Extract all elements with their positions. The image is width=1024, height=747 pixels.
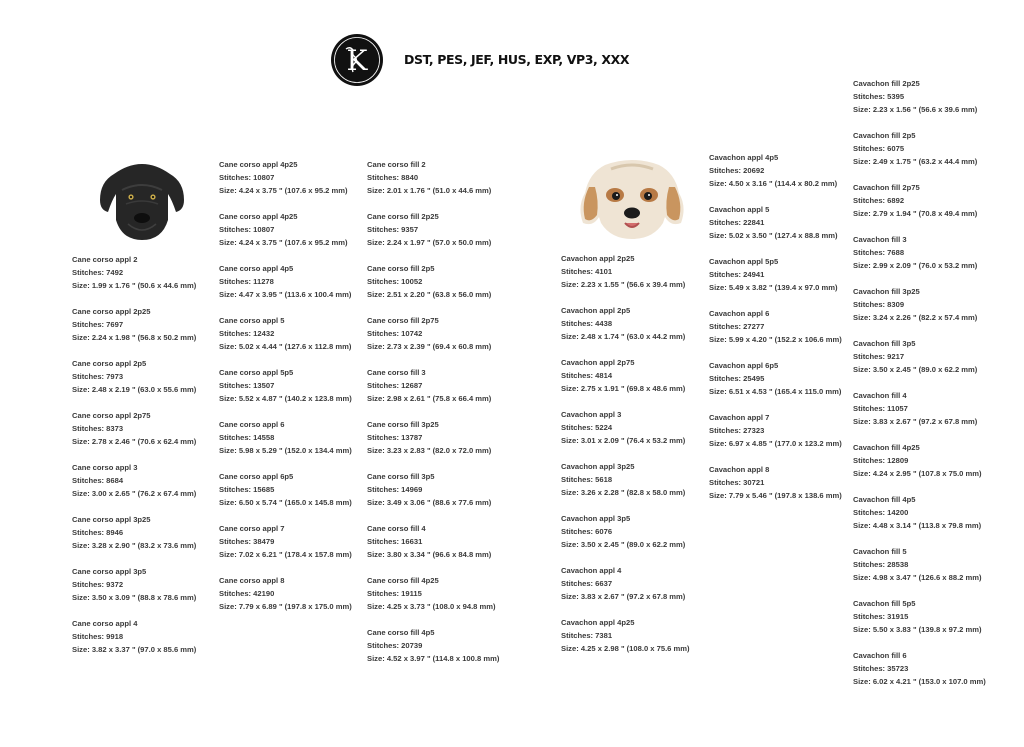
design-name: Cavachon fill 5 [853, 547, 907, 556]
design-entry [219, 158, 352, 210]
design-size: Size: 4.48 x 3.14 " (113.8 x 79.8 mm) [853, 521, 982, 530]
design-entry [561, 356, 690, 408]
design-size: Size: 5.02 x 3.50 " (127.4 x 88.8 mm) [709, 231, 838, 240]
design-entry [853, 337, 986, 389]
design-size: Size: 3.00 x 2.65 " (76.2 x 67.4 mm) [72, 489, 197, 498]
design-stitches: Stitches: 10742 [367, 329, 423, 338]
design-size: Size: 5.49 x 3.82 " (139.4 x 97.0 mm) [709, 283, 838, 292]
design-stitches: Stitches: 25495 [709, 374, 765, 383]
design-stitches: Stitches: 5395 [853, 92, 905, 101]
design-stitches: Stitches: 20739 [367, 641, 423, 650]
design-name: Cane corso appl 3 [72, 463, 138, 472]
design-size: Size: 3.26 x 2.28 " (82.8 x 58.0 mm) [561, 488, 686, 497]
design-entry [561, 512, 690, 564]
design-name: Cavachon fill 3p25 [853, 287, 920, 296]
design-entry [853, 285, 986, 337]
design-stitches: Stitches: 42190 [219, 589, 275, 598]
design-stitches: Stitches: 8309 [853, 300, 905, 309]
design-name: Cane corso appl 2 [72, 255, 138, 264]
design-size: Size: 5.50 x 3.83 " (139.8 x 97.2 mm) [853, 625, 982, 634]
design-name: Cavachon appl 5p5 [709, 257, 779, 266]
design-entry [709, 463, 842, 515]
design-entry [853, 129, 986, 181]
design-stitches: Stitches: 13507 [219, 381, 275, 390]
design-entry [72, 357, 196, 409]
design-entry [853, 233, 986, 285]
design-size: Size: 7.79 x 5.46 " (197.8 x 138.6 mm) [709, 491, 842, 500]
design-stitches: Stitches: 14200 [853, 508, 909, 517]
design-name: Cavachon appl 2p75 [561, 358, 635, 367]
design-size: Size: 4.50 x 3.16 " (114.4 x 80.2 mm) [709, 179, 838, 188]
design-size: Size: 2.23 x 1.56 " (56.6 x 39.6 mm) [853, 105, 978, 114]
design-name: Cavachon appl 6 [709, 309, 770, 318]
design-stitches: Stitches: 13787 [367, 433, 423, 442]
design-entry [367, 314, 499, 366]
design-size: Size: 6.50 x 5.74 " (165.0 x 145.8 mm) [219, 498, 352, 507]
design-size: Size: 3.50 x 2.45 " (89.0 x 62.2 mm) [853, 365, 978, 374]
design-size: Size: 4.52 x 3.97 " (114.8 x 100.8 mm) [367, 654, 500, 663]
design-size: Size: 2.49 x 1.75 " (63.2 x 44.4 mm) [853, 157, 978, 166]
design-stitches: Stitches: 35723 [853, 664, 909, 673]
design-name: Cavachon appl 3p25 [561, 462, 635, 471]
design-entry [853, 545, 986, 597]
design-size: Size: 3.24 x 2.26 " (82.2 x 57.4 mm) [853, 313, 978, 322]
design-stitches: Stitches: 8373 [72, 424, 124, 433]
design-size: Size: 5.98 x 5.29 " (152.0 x 134.4 mm) [219, 446, 352, 455]
design-name: Cavachon appl 6p5 [709, 361, 779, 370]
design-stitches: Stitches: 12809 [853, 456, 909, 465]
design-stitches: Stitches: 27277 [709, 322, 765, 331]
column-cavachon-appl-large [709, 151, 842, 515]
design-stitches: Stitches: 6637 [561, 579, 613, 588]
design-entry [709, 203, 842, 255]
design-entry [853, 181, 986, 233]
design-stitches: Stitches: 9918 [72, 632, 124, 641]
design-stitches: Stitches: 7688 [853, 248, 905, 257]
column-cavachon-appl-small [561, 252, 690, 668]
design-entry [853, 441, 986, 493]
design-stitches: Stitches: 9217 [853, 352, 905, 361]
design-name: Cane corso appl 4p25 [219, 160, 298, 169]
design-stitches: Stitches: 11057 [853, 404, 908, 413]
design-name: Cavachon appl 4p5 [709, 153, 779, 162]
design-entry [853, 493, 986, 545]
design-name: Cavachon appl 7 [709, 413, 770, 422]
design-stitches: Stitches: 4438 [561, 319, 613, 328]
column-cane-corso-appl-small [72, 253, 196, 669]
design-entry [853, 389, 986, 441]
design-name: Cane corso fill 2p25 [367, 212, 439, 221]
design-stitches: Stitches: 31915 [853, 612, 909, 621]
design-name: Cane corso fill 3 [367, 368, 426, 377]
design-stitches: Stitches: 12432 [219, 329, 275, 338]
design-size: Size: 2.24 x 1.97 " (57.0 x 50.0 mm) [367, 238, 492, 247]
design-size: Size: 3.80 x 3.34 " (96.6 x 84.8 mm) [367, 550, 492, 559]
design-entry [561, 616, 690, 668]
design-stitches: Stitches: 6075 [853, 144, 905, 153]
design-name: Cane corso appl 2p5 [72, 359, 147, 368]
design-size: Size: 2.98 x 2.61 " (75.8 x 66.4 mm) [367, 394, 492, 403]
design-name: Cavachon fill 2p25 [853, 79, 920, 88]
design-size: Size: 5.02 x 4.44 " (127.6 x 112.8 mm) [219, 342, 352, 351]
design-entry [367, 522, 499, 574]
design-entry [219, 418, 352, 470]
design-stitches: Stitches: 7697 [72, 320, 124, 329]
column-cane-corso-fill [367, 158, 499, 678]
design-entry [709, 307, 842, 359]
design-entry [219, 314, 352, 366]
design-name: Cane corso fill 4p25 [367, 576, 439, 585]
design-entry [219, 470, 352, 522]
design-entry [219, 522, 352, 574]
design-stitches: Stitches: 5618 [561, 475, 613, 484]
design-stitches: Stitches: 7973 [72, 372, 124, 381]
design-size: Size: 2.99 x 2.09 " (76.0 x 53.2 mm) [853, 261, 978, 270]
design-stitches: Stitches: 8840 [367, 173, 419, 182]
design-stitches: Stitches: 27323 [709, 426, 765, 435]
design-stitches: Stitches: 7492 [72, 268, 124, 277]
design-size: Size: 2.51 x 2.20 " (63.8 x 56.0 mm) [367, 290, 492, 299]
design-entry [561, 252, 690, 304]
design-entry [709, 151, 842, 203]
design-name: Cane corso appl 3p25 [72, 515, 151, 524]
design-stitches: Stitches: 4814 [561, 371, 613, 380]
design-name: Cavachon fill 4 [853, 391, 907, 400]
design-name: Cane corso appl 4p25 [219, 212, 298, 221]
design-stitches: Stitches: 5224 [561, 423, 613, 432]
design-stitches: Stitches: 12687 [367, 381, 423, 390]
design-size: Size: 4.47 x 3.95 " (113.6 x 100.4 mm) [219, 290, 352, 299]
design-stitches: Stitches: 14969 [367, 485, 423, 494]
brand-logo-icon [330, 33, 384, 87]
design-name: Cavachon fill 6 [853, 651, 907, 660]
design-name: Cane corso appl 7 [219, 524, 285, 533]
design-entry [709, 359, 842, 411]
design-stitches: Stitches: 8946 [72, 528, 124, 537]
design-stitches: Stitches: 9357 [367, 225, 419, 234]
design-size: Size: 4.24 x 2.95 " (107.8 x 75.0 mm) [853, 469, 982, 478]
design-name: Cavachon appl 8 [709, 465, 770, 474]
design-name: Cavachon appl 3 [561, 410, 622, 419]
design-name: Cavachon fill 4p25 [853, 443, 920, 452]
design-name: Cane corso fill 2 [367, 160, 426, 169]
design-name: Cavachon appl 4p25 [561, 618, 635, 627]
design-entry [709, 411, 842, 463]
design-name: Cavachon appl 2p5 [561, 306, 631, 315]
design-name: Cane corso appl 5p5 [219, 368, 294, 377]
design-size: Size: 5.52 x 4.87 " (140.2 x 123.8 mm) [219, 394, 352, 403]
design-entry [367, 158, 499, 210]
column-cavachon-fill [853, 77, 986, 701]
design-entry [367, 262, 499, 314]
design-stitches: Stitches: 16631 [367, 537, 423, 546]
design-entry [561, 564, 690, 616]
design-entry [219, 262, 352, 314]
design-name: Cane corso fill 2p5 [367, 264, 435, 273]
design-size: Size: 6.02 x 4.21 " (153.0 x 107.0 mm) [853, 677, 986, 686]
design-stitches: Stitches: 10052 [367, 277, 423, 286]
design-size: Size: 2.78 x 2.46 " (70.6 x 62.4 mm) [72, 437, 197, 446]
design-name: Cavachon fill 2p5 [853, 131, 916, 140]
design-size: Size: 2.48 x 2.19 " (63.0 x 55.6 mm) [72, 385, 197, 394]
design-name: Cane corso fill 3p5 [367, 472, 435, 481]
design-name: Cavachon fill 2p75 [853, 183, 920, 192]
design-stitches: Stitches: 10807 [219, 173, 275, 182]
design-size: Size: 1.99 x 1.76 " (50.6 x 44.6 mm) [72, 281, 197, 290]
design-stitches: Stitches: 38479 [219, 537, 275, 546]
design-stitches: Stitches: 9372 [72, 580, 124, 589]
design-stitches: Stitches: 6892 [853, 196, 905, 205]
design-size: Size: 3.83 x 2.67 " (97.2 x 67.8 mm) [561, 592, 686, 601]
cane-corso-embroidery-image [96, 160, 188, 242]
design-entry [219, 574, 352, 626]
design-entry [367, 366, 499, 418]
design-entry [367, 210, 499, 262]
design-entry [72, 305, 196, 357]
design-name: Cavachon fill 5p5 [853, 599, 916, 608]
design-stitches: Stitches: 10807 [219, 225, 275, 234]
design-stitches: Stitches: 22841 [709, 218, 765, 227]
design-name: Cane corso appl 6 [219, 420, 285, 429]
design-size: Size: 6.51 x 4.53 " (165.4 x 115.0 mm) [709, 387, 842, 396]
design-name: Cane corso appl 2p25 [72, 307, 151, 316]
design-entry [219, 210, 352, 262]
design-entry [72, 617, 196, 669]
design-name: Cavachon fill 3p5 [853, 339, 916, 348]
design-name: Cane corso appl 4p5 [219, 264, 294, 273]
design-entry [367, 470, 499, 522]
design-entry [72, 253, 196, 305]
design-stitches: Stitches: 14558 [219, 433, 275, 442]
design-size: Size: 3.23 x 2.83 " (82.0 x 72.0 mm) [367, 446, 492, 455]
design-name: Cane corso appl 5 [219, 316, 285, 325]
design-name: Cavachon appl 5 [709, 205, 770, 214]
design-entry [367, 418, 499, 470]
design-entry [367, 574, 499, 626]
design-size: Size: 2.23 x 1.55 " (56.6 x 39.4 mm) [561, 280, 686, 289]
design-stitches: Stitches: 28538 [853, 560, 909, 569]
design-size: Size: 3.50 x 2.45 " (89.0 x 62.2 mm) [561, 540, 686, 549]
design-stitches: Stitches: 20692 [709, 166, 765, 175]
design-name: Cane corso appl 3p5 [72, 567, 147, 576]
column-cane-corso-appl-large [219, 158, 352, 626]
design-name: Cavachon fill 3 [853, 235, 907, 244]
design-entry [561, 304, 690, 356]
design-size: Size: 3.49 x 3.06 " (88.6 x 77.6 mm) [367, 498, 492, 507]
design-name: Cane corso fill 4 [367, 524, 426, 533]
design-stitches: Stitches: 24941 [709, 270, 765, 279]
design-name: Cane corso fill 3p25 [367, 420, 439, 429]
design-name: Cane corso appl 2p75 [72, 411, 151, 420]
design-size: Size: 3.50 x 3.09 " (88.8 x 78.6 mm) [72, 593, 197, 602]
logo-letter: K [346, 44, 368, 77]
cavachon-embroidery-image [575, 157, 689, 241]
design-name: Cavachon appl 4 [561, 566, 622, 575]
design-size: Size: 2.24 x 1.98 " (56.8 x 50.2 mm) [72, 333, 197, 342]
design-name: Cavachon appl 3p5 [561, 514, 631, 523]
design-name: Cane corso fill 2p75 [367, 316, 439, 325]
design-name: Cane corso appl 4 [72, 619, 138, 628]
design-size: Size: 2.75 x 1.91 " (69.8 x 48.6 mm) [561, 384, 686, 393]
design-entry [367, 626, 499, 678]
design-size: Size: 4.98 x 3.47 " (126.6 x 88.2 mm) [853, 573, 982, 582]
design-entry [72, 409, 196, 461]
design-size: Size: 5.99 x 4.20 " (152.2 x 106.6 mm) [709, 335, 842, 344]
design-stitches: Stitches: 11278 [219, 277, 274, 286]
file-formats-heading: DST, PES, JEF, HUS, EXP, VP3, XXX [404, 52, 630, 67]
design-size: Size: 4.25 x 3.73 " (108.0 x 94.8 mm) [367, 602, 496, 611]
design-stitches: Stitches: 30721 [709, 478, 765, 487]
design-size: Size: 3.82 x 3.37 " (97.0 x 85.6 mm) [72, 645, 197, 654]
design-stitches: Stitches: 7381 [561, 631, 613, 640]
design-stitches: Stitches: 8684 [72, 476, 124, 485]
design-entry [709, 255, 842, 307]
design-name: Cane corso appl 6p5 [219, 472, 294, 481]
design-size: Size: 2.79 x 1.94 " (70.8 x 49.4 mm) [853, 209, 978, 218]
design-entry [72, 565, 196, 617]
design-size: Size: 2.48 x 1.74 " (63.0 x 44.2 mm) [561, 332, 686, 341]
design-size: Size: 4.25 x 2.98 " (108.0 x 75.6 mm) [561, 644, 690, 653]
design-size: Size: 3.83 x 2.67 " (97.2 x 67.8 mm) [853, 417, 978, 426]
design-size: Size: 3.28 x 2.90 " (83.2 x 73.6 mm) [72, 541, 197, 550]
design-entry [561, 408, 690, 460]
design-entry [853, 597, 986, 649]
design-stitches: Stitches: 15685 [219, 485, 275, 494]
design-size: Size: 4.24 x 3.75 " (107.6 x 95.2 mm) [219, 238, 348, 247]
design-name: Cavachon fill 4p5 [853, 495, 916, 504]
design-size: Size: 4.24 x 3.75 " (107.6 x 95.2 mm) [219, 186, 348, 195]
design-size: Size: 3.01 x 2.09 " (76.4 x 53.2 mm) [561, 436, 686, 445]
design-stitches: Stitches: 19115 [367, 589, 422, 598]
design-entry [219, 366, 352, 418]
design-stitches: Stitches: 6076 [561, 527, 613, 536]
design-size: Size: 7.02 x 6.21 " (178.4 x 157.8 mm) [219, 550, 352, 559]
design-size: Size: 2.73 x 2.39 " (69.4 x 60.8 mm) [367, 342, 492, 351]
design-size: Size: 7.79 x 6.89 " (197.8 x 175.0 mm) [219, 602, 352, 611]
design-name: Cane corso appl 8 [219, 576, 285, 585]
design-entry [72, 461, 196, 513]
design-entry [853, 649, 986, 701]
design-name: Cavachon appl 2p25 [561, 254, 635, 263]
design-entry [561, 460, 690, 512]
design-stitches: Stitches: 4101 [561, 267, 613, 276]
design-size: Size: 2.01 x 1.76 " (51.0 x 44.6 mm) [367, 186, 492, 195]
design-entry [72, 513, 196, 565]
design-name: Cane corso fill 4p5 [367, 628, 435, 637]
design-entry [853, 77, 986, 129]
design-size: Size: 6.97 x 4.85 " (177.0 x 123.2 mm) [709, 439, 842, 448]
